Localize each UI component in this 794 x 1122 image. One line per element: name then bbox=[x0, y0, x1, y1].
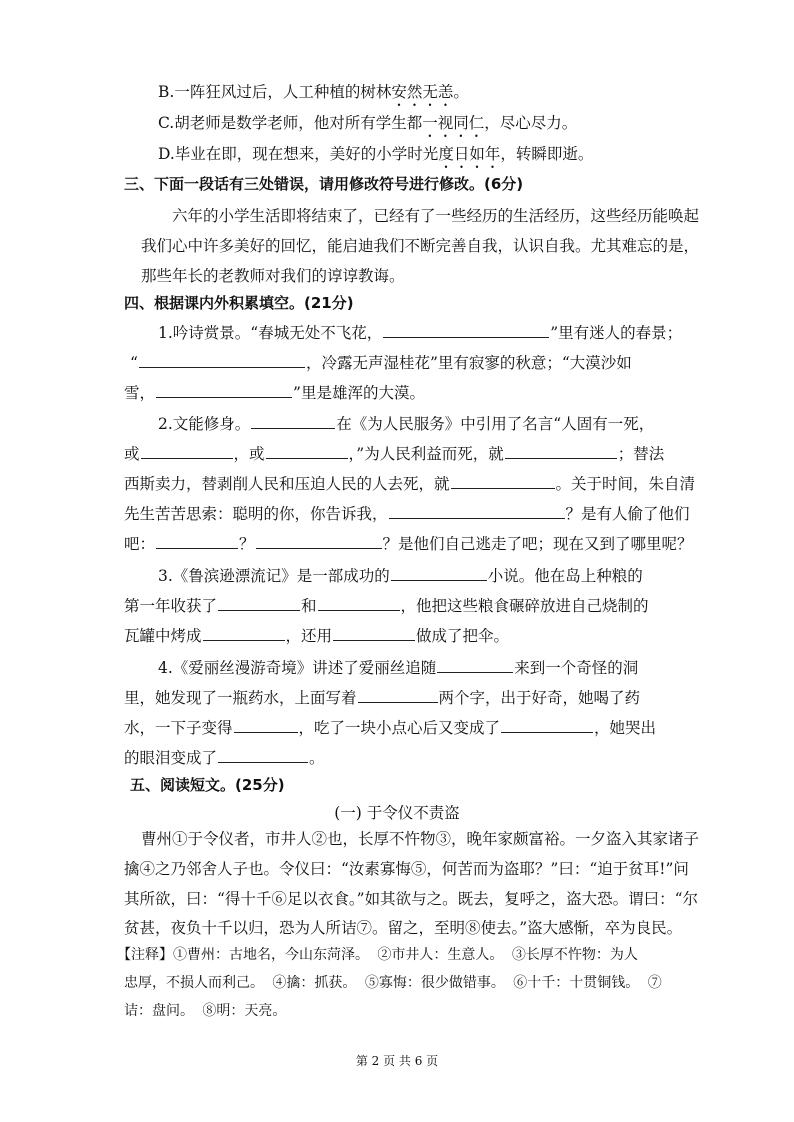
notes-line-1: 【注释】①曹州：古地名，今山东菏泽。 ②市井人：生意人。 ③长厚不忤物：为人 bbox=[117, 947, 638, 963]
option-c: C.胡老师是数学老师，他对所有学生都一视同仁，尽心尽力。 bbox=[158, 114, 578, 132]
passage-line-3: 其所欲，曰：“得十千⑥足以衣食。”如其欲与之。既去，复呼之，盗大恐。谓曰：“尔 bbox=[124, 890, 699, 908]
q4-4-line-4: 的眼泪变成了 。 bbox=[124, 749, 325, 767]
blank[interactable] bbox=[451, 473, 555, 489]
page-footer: 第 2 页 共 6 页 bbox=[355, 1054, 439, 1068]
blank[interactable] bbox=[505, 443, 617, 459]
option-b: B.一阵狂风过后，人工种植的树林安然无恙。 bbox=[158, 83, 469, 101]
q4-2-line-2: 或 ，或 ，”为人民利益而死，就 ；替法 bbox=[124, 445, 665, 463]
passage-title: (一) 于令仪不责盗 bbox=[334, 804, 460, 822]
blank[interactable] bbox=[234, 717, 298, 733]
blank[interactable] bbox=[501, 717, 593, 733]
blank[interactable] bbox=[156, 533, 238, 549]
blank[interactable] bbox=[256, 533, 382, 549]
passage-line-4: 贫甚，夜负十千以归，恐为人所诘⑦。留之，至明⑧使去。”盗大感惭，卒为良民。 bbox=[124, 919, 683, 937]
sec3-line-3: 那些年长的老教师对我们的谆谆教诲。 bbox=[141, 267, 405, 285]
q4-3-line-1: 3.《鲁滨逊漂流记》是一部成功的 小说。他在岛上种粮的 bbox=[158, 567, 643, 585]
blank[interactable] bbox=[141, 443, 233, 459]
section-3-heading: 三、下面一段话有三处错误，请用修改符号进行修改。(6分) bbox=[124, 175, 524, 193]
blank[interactable] bbox=[139, 352, 305, 368]
blank[interactable] bbox=[318, 595, 400, 611]
section-5-heading: 五、阅读短文。(25分) bbox=[130, 776, 285, 794]
blank[interactable] bbox=[156, 382, 292, 398]
q4-3-line-3: 瓦罐中烤成 ，还用 做成了把伞。 bbox=[124, 627, 510, 645]
blank[interactable] bbox=[218, 747, 308, 763]
sec3-line-2: 我们心中许多美好的回忆，能启迪我们不断完善自我，认识自我。尤其难忘的是， bbox=[141, 237, 700, 255]
blank[interactable] bbox=[358, 687, 438, 703]
q4-1-line-2: “ ，冷露无声湿桂花”里有寂寥的秋意；“大漠沙如 bbox=[130, 354, 632, 372]
q4-4-line-1: 4.《爱丽丝漫游奇境》讲述了爱丽丝追随 来到一个奇怪的洞 bbox=[158, 659, 639, 677]
blank[interactable] bbox=[333, 625, 415, 641]
q4-2-line-3: 西斯卖力，替剥削人民和压迫人民的人去死，就 。关于时间，朱自清 bbox=[124, 475, 696, 493]
notes-line-3: 诘：盘问。 ⑧明：天亮。 bbox=[124, 1003, 287, 1019]
q4-4-line-3: 水，一下子变得 ，吃了一块小点心后又变成了 ，她哭出 bbox=[124, 719, 657, 737]
option-d: D.毕业在即，现在想来，美好的小学时光度日如年，转瞬即逝。 bbox=[158, 145, 594, 163]
q4-2-line-5: 吧： ？ ？是他们自己逃走了吧；现在又到了哪里呢？ bbox=[124, 535, 693, 553]
blank[interactable] bbox=[203, 625, 285, 641]
blank[interactable] bbox=[389, 503, 565, 519]
q4-4-line-2: 里，她发现了一瓶药水，上面写着 两个字，出于好奇，她喝了药 bbox=[124, 689, 641, 707]
blank[interactable] bbox=[391, 565, 487, 581]
section-4-heading: 四、根据课内外积累填空。(21分) bbox=[124, 294, 354, 312]
blank[interactable] bbox=[251, 413, 335, 429]
passage-line-2: 擒④之乃邻舍人子也。令仪曰：“汝素寡悔⑤，何苦而为盗耶？”曰：“迫于贫耳!”问 bbox=[124, 860, 689, 878]
q4-1-line-1: 1.吟诗赏景。“春城无处不飞花， ”里有迷人的春景； bbox=[158, 324, 683, 342]
q4-1-line-3: 雪， ”里是雄浑的大漠。 bbox=[124, 384, 425, 402]
notes-line-2: 忠厚，不损人而利己。 ④擒：抓获。 ⑤寡悔：很少做错事。 ⑥十千：十贯铜钱。 ⑦ bbox=[124, 975, 662, 991]
q4-2-line-4: 先生苦苦思索：聪明的你，你告诉我， ？是有人偷了他们 bbox=[124, 505, 690, 523]
sec3-line-1: 六年的小学生活即将结束了，已经有了一些经历的生活经历，这些经历能唤起 bbox=[172, 207, 700, 225]
blank[interactable] bbox=[218, 595, 300, 611]
blank[interactable] bbox=[383, 322, 549, 338]
blank[interactable] bbox=[437, 657, 513, 673]
q4-3-line-2: 第一年收获了 和 ，他把这些粮食碾碎放进自己烧制的 bbox=[124, 597, 649, 615]
q4-2-line-1: 2.文能修身。 在《为人民服务》中引用了名言“人固有一死， bbox=[158, 415, 655, 433]
blank[interactable] bbox=[266, 443, 348, 459]
passage-line-1: 曹州①于令仪者，市井人②也，长厚不忤物③，晚年家颇富裕。一夕盗入其家诸子 bbox=[141, 830, 700, 848]
